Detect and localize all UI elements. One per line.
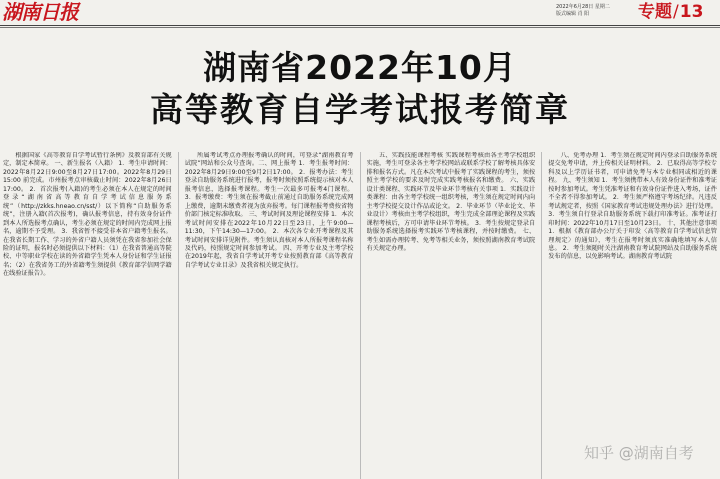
masthead [0,0,720,24]
article-column-4 [548,152,717,479]
column-divider [178,152,179,479]
watermark: 知乎 @湖南自考 [584,444,694,462]
issue-date: 2022年6月28日 星期二 [556,4,610,10]
masthead-rule [0,25,720,26]
section-name: 专题 [638,2,672,22]
article-column-1 [3,152,172,479]
layout-editor: 版式编辑 肖 阳 [556,11,590,17]
column-text: 根据国家《高等教育自学考试暂行条例》及教育部有关规定，制定本简章。 一、新生报名（入籍） 1．考生申请时间：2022年8月22日9:00至8月27日17:00。2022年8月29日15:00 前完成。市州报考点审核截止时间：2022年8月26日17:00。 2．首次报考(入籍)的考生必须在本人在规定的时间登录“湖南省高等教育自学考试信息服务系统”（http://zkks.hneao.cn/sst/）以下简称“自助服务系统”，注册入籍(首次报考)，确认报考信息，持有效身份证件到本人所选报考点确认，考生必须在规定的时间内完成网上报名，逾期不予受理。 3．我省暂不接受非本省户籍考生报名。在我省长期工作、学习的外省户籍人员须凭在我省参加社会保险的证明，报名时必须提供以下材料：（1）在我省普通高等院校、中等职业学校在读的外省籍学生凭本人身份证和学生证报名；（2）在我省务工的外省籍考生须提供《教育部学信网学籍在线验证报告》。 [3,152,172,278]
column-divider [360,152,361,479]
headline-line-2: 高等教育自学考试报考简章 [150,90,570,129]
column-text: 五、实践技能课程考核 实践课程考核由各主考学校组织实施，考生可登录各主考学校网站或联系学校了解考核具体安排和报名方式。凡在本次考试中报考了实践课程的考生，须按照主考学校的要求及时完成实践考核报名和缴费。 六、实践设计类课程、实践环节及毕业环节考核有关事项 1．实践设计类课程：由各主考学校统一组织考核，考生须在规定时间内向主考学校提交设计作品或论文。 2．毕业环节（毕业论文、毕业设计）考核由主考学校组织，考生完成全部理论课程及实践课程考核后，方可申请毕业环节考核。 3．考生按规定登录自助服务系统选择报考实践环节考核课程，并按时缴费。 七、考生如需办理转考、免考等相关业务，须按照湖南教育考试院有关规定办理。 [366,152,536,252]
column-text: 所属考试考点办理报考确认的时间，可登录“湖南教育考试院”网站和公众号查询。二、网上报考 1．考生报考时间：2022年8月29日9:00至9月2日17:00。 2．报考办法：考生登录自助服务系统进行报考，报考时须按照系统提示核对本人报考信息，选择报考课程。考生一次最多可报考4门课程。 3．报考缴费：考生须在报考截止前通过自助服务系统完成网上缴费，逾期未缴费者视为放弃报考。每门课程报考费按省物价部门核定标准收取。 三、考试时间及理论课程安排 1．本次考试时间安排在2022年10月22日至23日，上午9:00—11:30，下午14:30—17:00。 2．本次各专业开考课程及其考试时间安排详见附件。考生须认真核对本人所报考课程名称及代码，按照规定时间参加考试。 四、开考专业及主考学校 在2019年起，我省自学考试开考专业按照教育部《高等教育自学考试专业目录》及我省相关规定执行。 [184,152,354,269]
section-tag: 专题/13 [638,2,704,22]
article-column-2 [185,152,354,479]
headline-line-1: 湖南省2022年10月 [203,48,517,87]
page-number: 13 [679,2,704,22]
article-body [3,152,717,479]
column-divider [541,152,542,479]
column-text: 八、免考办理 1．考生须在规定时间内登录自助服务系统提交免考申请，并上传相关证明材料。 2．已取得高等学校专科及以上学历证书者，可申请免考与本专业相同或相近的课程。 九、考生须知 1．考生须携带本人有效身份证件和准考证按时参加考试。考生凭准考证和有效身份证件进入考场，证件不全者不得参加考试。 2．考生须严格遵守考场纪律。凡违反考试规定者，按照《国家教育考试违规处理办法》进行处理。 3．考生须自行登录自助服务系统下载打印准考证。准考证打印时间：2022年10月17日至10月23日。 十、其他注意事项 1．根据《教育部办公厅关于印发〈高等教育自学考试信息管理规定〉的通知》，考生在报考时须真实准确地填写本人信息。 2．考生须随时关注湖南教育考试院网站及自助服务系统发布的信息，以免影响考试。湖南教育考试院 [548,152,717,261]
article-column-3 [367,152,536,479]
newspaper-logo: 湖南日报 [2,0,78,24]
masthead-rule-thin [0,27,720,28]
